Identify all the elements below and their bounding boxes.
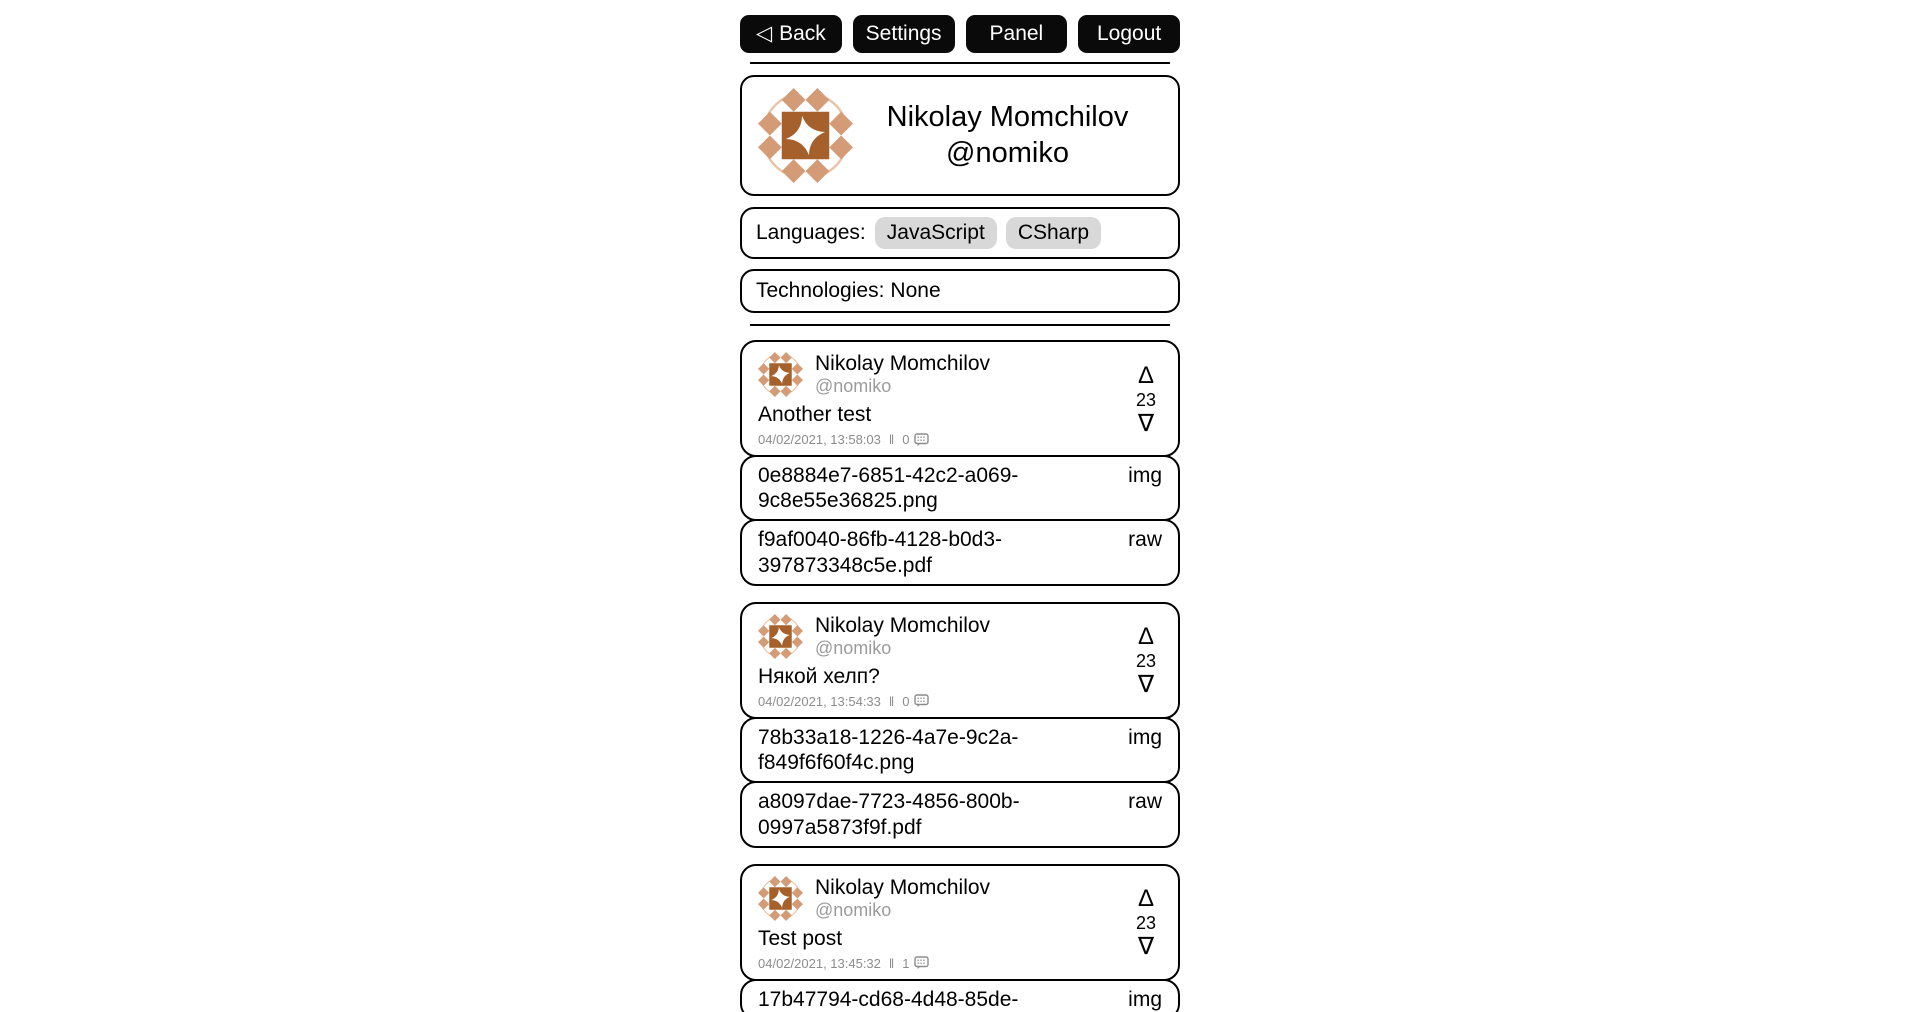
logout-button[interactable] [1078, 15, 1180, 53]
attachment-filename: a8097dae-7723-4856-800b-0997a5873f9f.pdf [758, 790, 1020, 839]
meta-separator-icon: ‖ [888, 955, 895, 971]
post-votes [1122, 352, 1170, 447]
post-meta [758, 956, 1122, 971]
attachment-type-badge: img [1128, 464, 1162, 488]
post-timestamp: 04/02/2021, 13:45:32 [758, 955, 881, 971]
technologies-value: None [890, 279, 941, 302]
section-divider [750, 324, 1170, 326]
attachment-type-badge: raw [1128, 790, 1162, 814]
attachment-filename: f9af0040-86fb-4128-b0d3-397873348c5e.pdf [758, 528, 1003, 577]
post-header [758, 876, 1122, 921]
post-comment-count: 0 [902, 432, 910, 448]
post-comment-count: 0 [902, 693, 910, 709]
attachment-type-badge: raw [1128, 528, 1162, 552]
logout-button-label: Logout [1097, 22, 1162, 45]
post-main [758, 352, 1122, 447]
main-column [740, 0, 1180, 1012]
language-tag-csharp: CSharp [1006, 217, 1101, 249]
profile-names [853, 100, 1162, 171]
post-header [758, 614, 1122, 659]
post-meta [758, 694, 1122, 709]
post-group [740, 864, 1180, 1012]
profile-card [740, 75, 1180, 196]
profile-handle: @nomiko [946, 136, 1069, 169]
toolbar-divider [750, 62, 1170, 64]
post-author-handle: @nomiko [815, 638, 892, 659]
post-timestamp: 04/02/2021, 13:58:03 [758, 432, 881, 448]
profile-name: Nikolay Momchilov [886, 101, 1129, 134]
attachment-row[interactable] [740, 455, 1180, 521]
back-arrow-icon: ◁ [755, 22, 773, 45]
upvote-button[interactable]: Δ [1137, 885, 1155, 913]
post-timestamp: 04/02/2021, 13:54:33 [758, 693, 881, 709]
attachment-row[interactable] [740, 979, 1180, 1012]
comment-icon [914, 433, 929, 447]
languages-label: Languages: [756, 221, 866, 244]
vote-count: 23 [1135, 913, 1157, 934]
post-main [758, 876, 1122, 971]
post-author-name: Nikolay Momchilov [815, 613, 991, 637]
settings-button[interactable] [853, 15, 955, 53]
post-group [740, 602, 1180, 848]
technologies-label: Technologies: [756, 279, 885, 302]
comment-icon [914, 956, 929, 970]
post-author-name: Nikolay Momchilov [815, 875, 991, 899]
attachment-filename: 78b33a18-1226-4a7e-9c2a-f849f6f60f4c.png [758, 725, 1019, 775]
post-comment-count: 1 [902, 955, 910, 971]
technologies-card [740, 269, 1180, 313]
meta-separator-icon: ‖ [888, 432, 895, 448]
post-author-handle: @nomiko [815, 376, 892, 397]
post-title: Някой хелп? [758, 664, 880, 688]
attachment-row[interactable] [740, 717, 1180, 783]
post-author-identicon-avatar [758, 614, 803, 659]
toolbar [740, 15, 1180, 53]
post-votes [1122, 614, 1170, 709]
languages-card [740, 207, 1180, 259]
language-tag-javascript: JavaScript [875, 217, 997, 249]
vote-count: 23 [1135, 651, 1157, 672]
post-card[interactable] [740, 340, 1180, 457]
attachment-type-badge: img [1128, 725, 1162, 749]
attachment-filename: 17b47794-cd68-4d48-85de- [758, 987, 1019, 1011]
post-card[interactable] [740, 864, 1180, 981]
post-author-identicon-avatar [758, 352, 803, 397]
upvote-button[interactable]: Δ [1137, 361, 1155, 389]
downvote-button[interactable]: ∇ [1137, 671, 1155, 699]
profile-identicon-avatar [758, 88, 853, 183]
attachment-type-badge: img [1128, 987, 1162, 1011]
attachment-filename: 0e8884e7-6851-42c2-a069-9c8e55e36825.png [758, 464, 1019, 513]
post-author-handle: @nomiko [815, 899, 892, 920]
comment-icon [914, 694, 929, 708]
back-button[interactable] [740, 15, 842, 53]
post-title: Another test [758, 403, 872, 426]
post-header [758, 352, 1122, 397]
panel-button-label: Panel [989, 22, 1044, 45]
meta-separator-icon: ‖ [888, 693, 895, 709]
post-votes [1122, 876, 1170, 971]
post-group [740, 340, 1180, 586]
post-meta [758, 432, 1122, 447]
post-title: Test post [758, 926, 843, 950]
settings-button-label: Settings [865, 22, 942, 45]
post-main [758, 614, 1122, 709]
attachment-row[interactable] [740, 519, 1180, 585]
downvote-button[interactable]: ∇ [1137, 409, 1155, 437]
post-author-name: Nikolay Momchilov [815, 352, 991, 376]
post-card[interactable] [740, 602, 1180, 719]
post-author-identicon-avatar [758, 876, 803, 921]
vote-count: 23 [1135, 389, 1157, 410]
back-button-label: Back [779, 22, 826, 45]
attachment-row[interactable] [740, 781, 1180, 847]
upvote-button[interactable]: Δ [1137, 623, 1155, 651]
panel-button[interactable] [966, 15, 1068, 53]
downvote-button[interactable]: ∇ [1137, 933, 1155, 961]
